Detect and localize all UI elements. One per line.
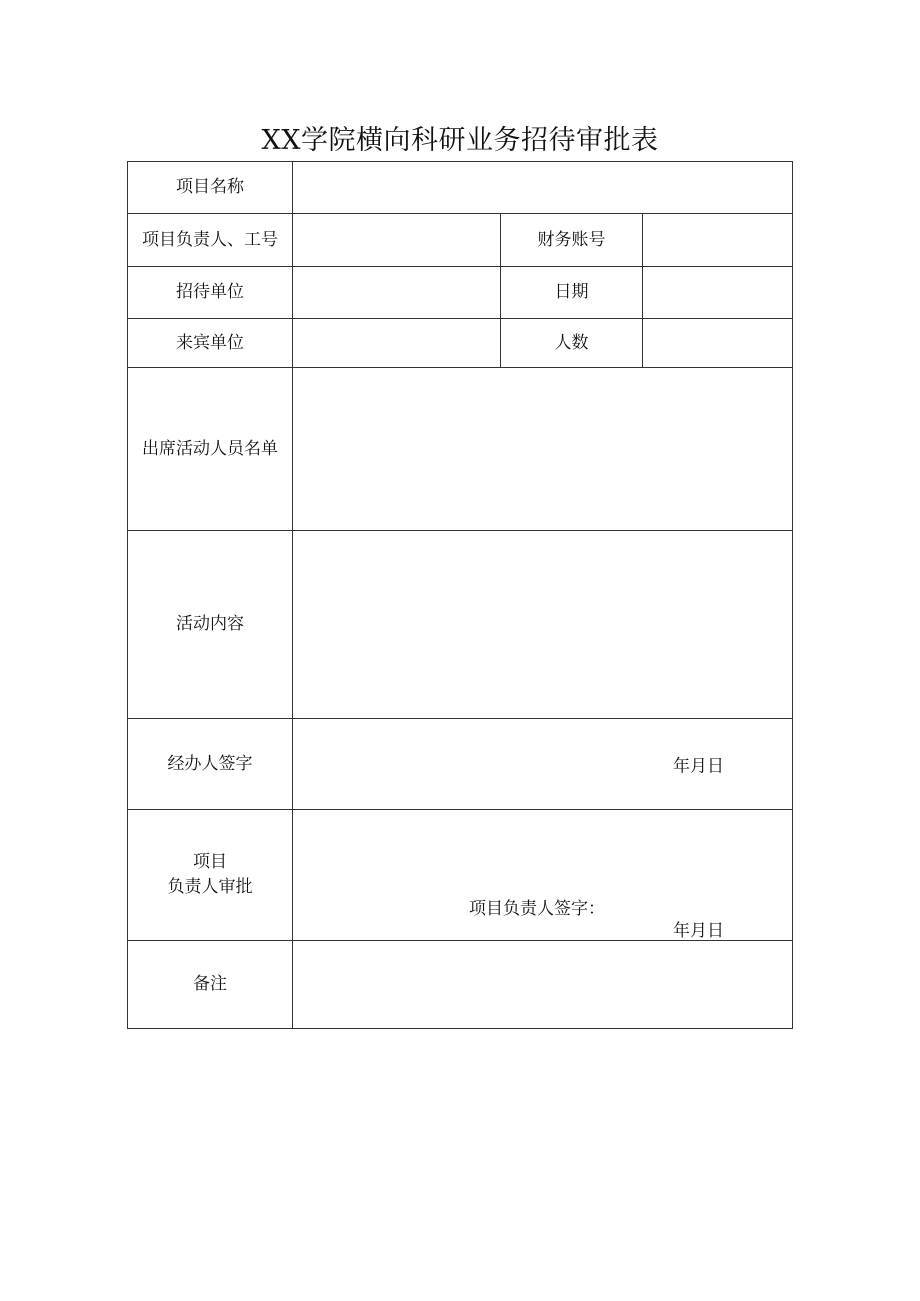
- handler-date: 年月日: [673, 756, 725, 777]
- handler-signature-field[interactable]: [293, 719, 793, 810]
- attendees-label: 出席活动人员名单: [128, 368, 293, 531]
- approval-label-line2: 负责人审批: [167, 877, 253, 897]
- guest-unit-label: 来宾单位: [128, 319, 293, 368]
- host-unit-label: 招待单位: [128, 267, 293, 319]
- leader-id-label: 项目负责人、工号: [128, 214, 293, 267]
- handler-label: 经办人签字: [128, 719, 293, 810]
- remarks-field[interactable]: [293, 941, 793, 1029]
- remarks-label: 备注: [128, 941, 293, 1029]
- host-unit-field[interactable]: [293, 267, 501, 319]
- count-label: 人数: [501, 319, 643, 368]
- project-name-field[interactable]: [293, 162, 793, 214]
- activity-label: 活动内容: [128, 531, 293, 719]
- attendees-field[interactable]: [293, 368, 793, 531]
- row-attendees: [128, 368, 793, 531]
- row-host-unit: [128, 267, 793, 319]
- activity-field[interactable]: [293, 531, 793, 719]
- finance-account-field[interactable]: [643, 214, 793, 267]
- approval-field[interactable]: [293, 810, 793, 941]
- project-name-label: 项目名称: [128, 162, 293, 214]
- approval-form-table: [127, 161, 793, 1029]
- count-field[interactable]: [643, 319, 793, 368]
- row-activity: [128, 531, 793, 719]
- approval-label: [128, 810, 293, 941]
- leader-sign-label: 项目负责人签字：: [469, 899, 605, 919]
- finance-account-label: 财务账号: [501, 214, 643, 267]
- date-field[interactable]: [643, 267, 793, 319]
- leader-id-field[interactable]: [293, 214, 501, 267]
- row-approval: [128, 810, 793, 941]
- guest-unit-field[interactable]: [293, 319, 501, 368]
- approval-label-line1: 项目: [193, 852, 227, 873]
- row-guest-unit: [128, 319, 793, 368]
- leader-sign-date: 年月日: [673, 921, 725, 941]
- row-leader: [128, 214, 793, 267]
- row-remarks: [128, 941, 793, 1029]
- row-project-name: [128, 162, 793, 214]
- form-title: XX学院横向科研业务招待审批表: [261, 125, 659, 156]
- date-label: 日期: [501, 267, 643, 319]
- row-handler: [128, 719, 793, 810]
